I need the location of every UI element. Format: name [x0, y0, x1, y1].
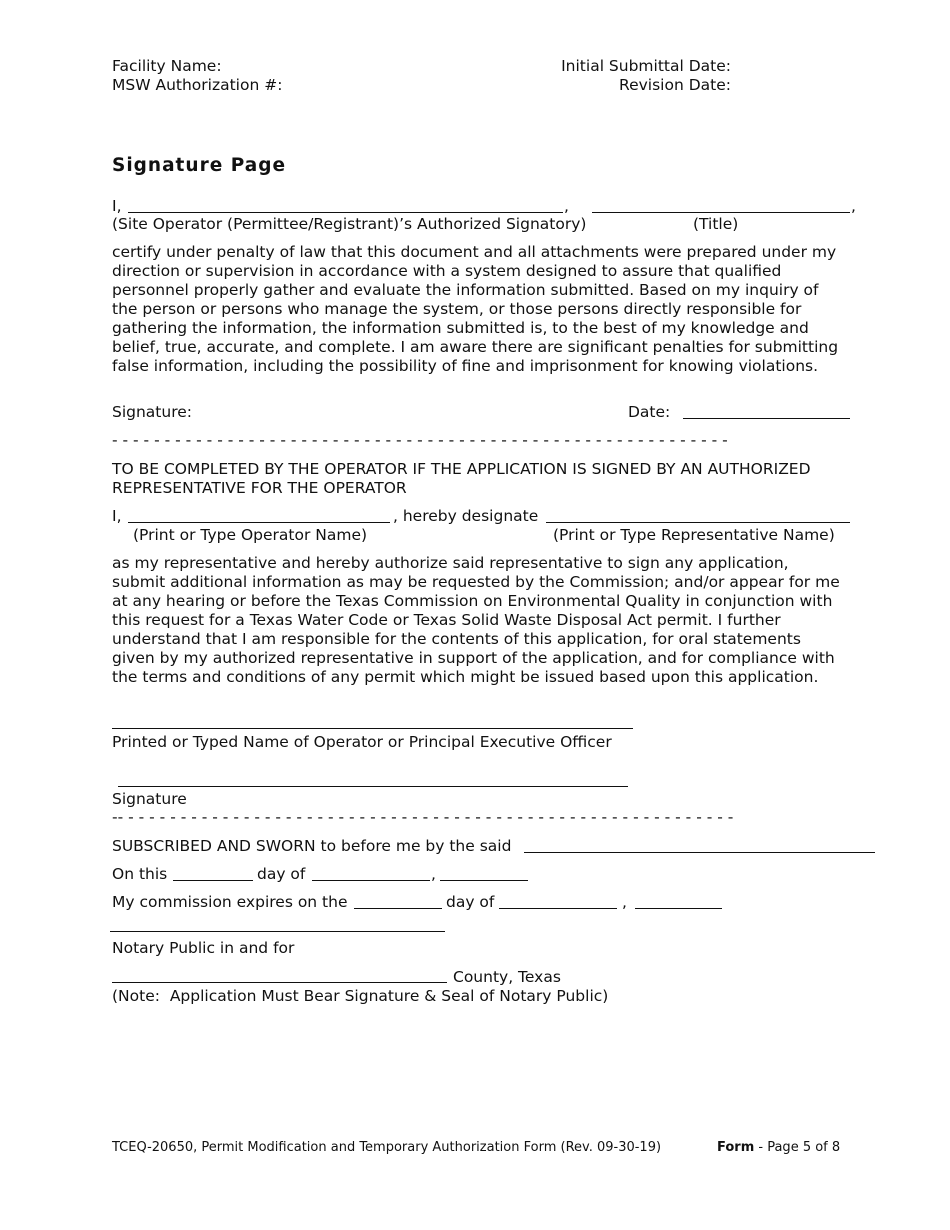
- commission-day-of-text: day of: [446, 893, 495, 911]
- cert-comma-2: ,: [851, 197, 856, 215]
- commission-comma: ,: [622, 893, 627, 911]
- notary-signature-line[interactable]: [110, 931, 445, 932]
- printed-name-line[interactable]: [112, 728, 633, 729]
- on-this-comma: ,: [431, 865, 436, 883]
- notary-public-label: Notary Public in and for: [112, 939, 295, 957]
- footer-form-label: Form: [717, 1140, 755, 1155]
- commission-expires-text: My commission expires on the: [112, 893, 348, 911]
- day-of-text: day of: [257, 865, 306, 883]
- county-line[interactable]: [112, 982, 447, 983]
- page-title: Signature Page: [112, 155, 287, 176]
- revision-date-label: Revision Date:: [619, 76, 731, 94]
- title-line[interactable]: [592, 212, 850, 213]
- date-label: Date:: [628, 403, 671, 421]
- footer-page-info: [717, 1138, 840, 1157]
- commission-year-line[interactable]: [635, 908, 722, 909]
- cert-i-prefix: I,: [112, 197, 122, 215]
- operator-name-line[interactable]: [128, 522, 390, 523]
- msw-authorization-label: MSW Authorization #:: [112, 76, 283, 94]
- printed-name-label: Printed or Typed Name of Operator or Principal Executive Officer: [112, 733, 612, 751]
- on-this-text: On this: [112, 865, 168, 883]
- section-divider-2: -- - - - - - - - - - - - - - - - - - - - - - - - - - - - - - - - - - - - - - - - - - - - - - - - - - - - - - - - - - -: [112, 808, 734, 826]
- month-line[interactable]: [312, 880, 430, 881]
- representative-heading-line1: TO BE COMPLETED BY THE OPERATOR IF THE APPLICATION IS SIGNED BY AN AUTHORIZED: [112, 460, 811, 478]
- notary-note: (Note: Application Must Bear Signature & Seal of Notary Public): [112, 987, 609, 1005]
- operator-name-label: (Print or Type Operator Name): [133, 526, 368, 544]
- commission-month-line[interactable]: [499, 908, 617, 909]
- subscribed-sworn-text: SUBSCRIBED AND SWORN to before me by the said: [112, 837, 512, 855]
- commission-day-line[interactable]: [354, 908, 442, 909]
- rep-i-prefix: I,: [112, 507, 122, 525]
- footer-form-info: TCEQ-20650, Permit Modification and Temporary Authorization Form (Rev. 09-30-19): [112, 1140, 662, 1155]
- representative-name-line[interactable]: [546, 522, 850, 523]
- cert-comma: ,: [564, 197, 569, 215]
- representative-name-label: (Print or Type Representative Name): [553, 526, 835, 544]
- facility-name-label: Facility Name:: [112, 57, 222, 75]
- initial-submittal-date-label: Initial Submittal Date:: [561, 57, 731, 75]
- representative-statement: as my representative and hereby authorize said representative to sign any application, submit additional information as may be requested by the Commission; and/or appear for me at any hearing or before the Texas Commission on Environmental Quality in conjunction with this request for a Texas Water Code or Texas Solid Waste Disposal Act permit. I further understand that I am responsible for the contents of this application, for oral statements given by my authorized representative in support of the application, and for compliance with the terms and conditions of any permit which might be issued based upon this application.: [112, 554, 840, 686]
- year-line[interactable]: [440, 880, 528, 881]
- operator-signature-line[interactable]: [118, 786, 628, 787]
- signatory-label: (Site Operator (Permittee/Registrant)’s Authorized Signatory): [112, 215, 587, 233]
- certification-statement: certify under penalty of law that this document and all attachments were prepared under my direction or supervision in accordance with a system designed to assure that qualified personnel properly gather and evaluate the information submitted. Based on my inquiry of the person or persons who manage the system, or those persons directly responsible for gathering the information, the information submitted is, to the best of my knowledge and belief, true, accurate, and complete. I am aware there are significant penalties for submitting false information, including the possibility of fine and imprisonment for knowing violations.: [112, 243, 839, 375]
- signatory-name-line[interactable]: [128, 212, 563, 213]
- operator-signature-label: Signature: [112, 790, 187, 808]
- title-label: (Title): [693, 215, 739, 233]
- footer-page-number: - Page 5 of 8: [758, 1140, 841, 1155]
- sworn-by-line[interactable]: [524, 852, 875, 853]
- section-divider: - - - - - - - - - - - - - - - - - - - - - - - - - - - - - - - - - - - - - - - - - - - - - - - - - - - - - - - - - - -: [112, 431, 728, 449]
- representative-heading-line2: REPRESENTATIVE FOR THE OPERATOR: [112, 479, 407, 497]
- signature-label: Signature:: [112, 403, 192, 421]
- day-line[interactable]: [173, 880, 253, 881]
- date-line[interactable]: [683, 418, 850, 419]
- county-texas-text: County, Texas: [453, 968, 561, 986]
- hereby-designate-text: , hereby designate: [393, 507, 539, 525]
